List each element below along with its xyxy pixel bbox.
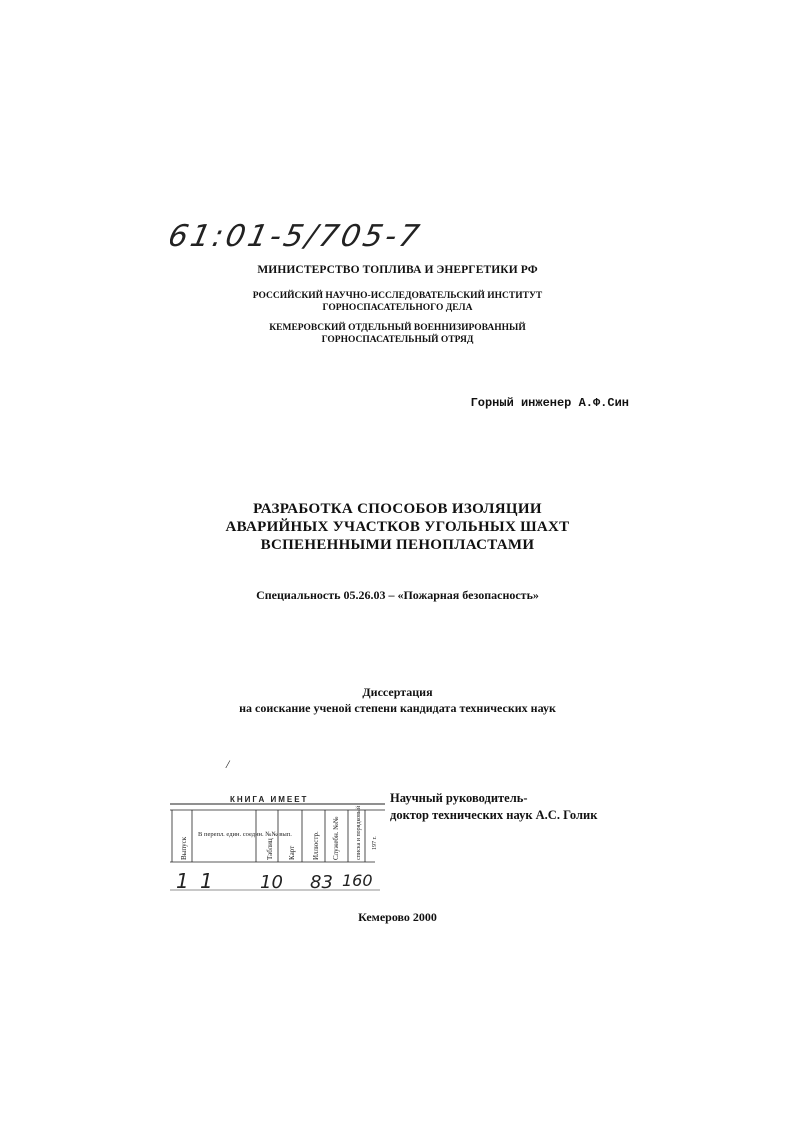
book-stamp xyxy=(170,790,385,900)
stamp-col-2: В перепл. един. соедин. №№ вып. xyxy=(198,831,292,838)
unit-block xyxy=(0,322,795,346)
supervisor-line-1: Научный руководитель- xyxy=(390,791,528,805)
stamp-col-5: Иллюстр. xyxy=(312,831,320,860)
supervisor-line-2: доктор технических наук А.С. Голик xyxy=(390,808,598,822)
stamp-val-3: 10 xyxy=(260,872,283,893)
dissertation-title xyxy=(0,500,795,554)
stamp-val-1: 1 xyxy=(176,869,189,893)
stray-pen-mark: / xyxy=(226,757,230,771)
unit-line-1: КЕМЕРОВСКИЙ ОТДЕЛЬНЫЙ ВОЕННИЗИРОВАННЫЙ xyxy=(269,323,526,333)
archive-code-handwritten xyxy=(170,212,430,262)
stamp-col-1: Выпуск xyxy=(180,836,188,860)
stamp-col-3: Таблиц xyxy=(266,838,274,860)
stamp-col-6: Служебн. №№ xyxy=(332,816,340,860)
institute-block xyxy=(0,290,795,314)
specialty-line: Специальность 05.26.03 – «Пожарная безопасность» xyxy=(256,588,539,602)
stamp-col-4: Карт xyxy=(288,845,296,860)
stamp-header: КНИГА ИМЕЕТ xyxy=(230,795,309,804)
stamp-val-5: 160 xyxy=(342,871,373,890)
unit-line-2: ГОРНОСПАСАТЕЛЬНЫЙ ОТРЯД xyxy=(321,335,474,345)
city-year: Кемерово 2000 xyxy=(358,910,437,924)
dissertation-subtitle: на соискание ученой степени кандидата технических наук xyxy=(239,701,556,715)
book-stamp-svg xyxy=(170,790,385,900)
supervisor-block xyxy=(390,790,597,824)
title-line-3: ВСПЕНЕННЫМИ ПЕНОПЛАСТАМИ xyxy=(260,537,535,553)
stamp-val-4: 83 xyxy=(310,872,333,893)
title-line-1: РАЗРАБОТКА СПОСОБОВ ИЗОЛЯЦИИ xyxy=(253,501,542,517)
institute-line-2: ГОРНОСПАСАТЕЛЬНОГО ДЕЛА xyxy=(322,303,473,313)
archive-code-svg xyxy=(170,212,430,262)
author-name: Горный инженер А.Ф.Син xyxy=(470,396,629,410)
dissertation-block xyxy=(0,684,795,716)
stamp-col-7: списка и порядковый xyxy=(356,805,362,860)
stamp-val-2: 1 xyxy=(200,869,213,893)
ministry-name: МИНИСТЕРСТВО ТОПЛИВА И ЭНЕРГЕТИКИ РФ xyxy=(257,264,538,276)
title-line-2: АВАРИЙНЫХ УЧАСТКОВ УГОЛЬНЫХ ШАХТ xyxy=(225,519,570,535)
dissertation-heading: Диссертация xyxy=(362,685,433,699)
institute-line-1: РОССИЙСКИЙ НАУЧНО-ИССЛЕДОВАТЕЛЬСКИЙ ИНСТИТУТ xyxy=(252,291,543,301)
archive-code-text: 61:01-5/705-7 xyxy=(170,219,426,254)
stamp-col-8: 197 г. xyxy=(372,836,378,850)
